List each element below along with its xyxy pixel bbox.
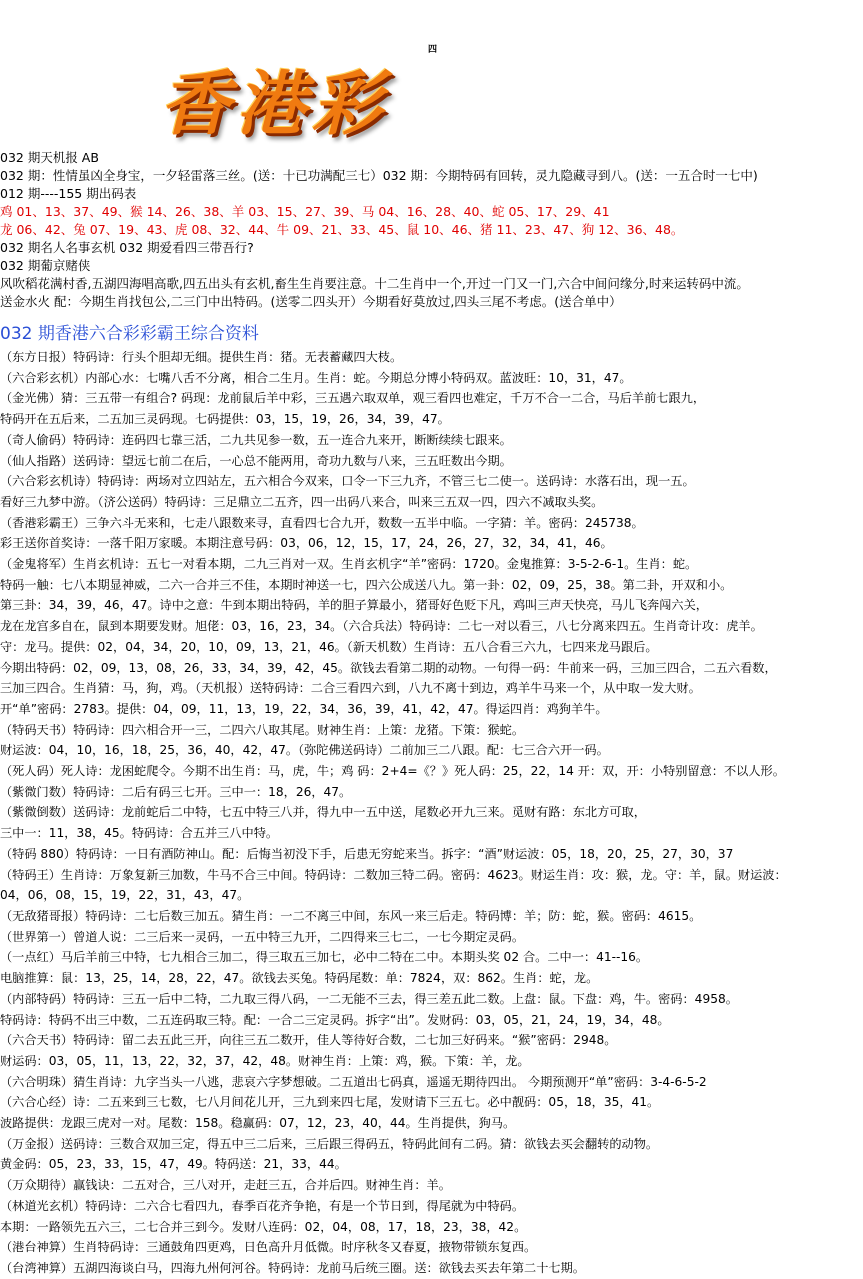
body-line: 三中一：11，38，45。特码诗：合五并三八中特。	[0, 826, 279, 841]
body-line: （特码 880）特码诗：一日有酒防神山。配：后悔当初没下手，后患无穷蛇来当。拆字：“酒”财运波：05，18，20，25，27，30，37	[0, 846, 734, 861]
body-line: （仙人指路）送码诗：望远七前二在后，一心总不能两用，奇功九数与八来，三五旺数出今期。	[0, 453, 512, 468]
body-line: 守：龙马。提供：02，04，34，20，10，09，13，21，46。（新天机数）生肖诗：五八合看三六九，七四来龙马跟后。	[0, 639, 658, 654]
body-line: 本期：一路领先五六三，二七合并三到今。发财八连码：02，04，08，17，18，23，38，42。	[0, 1219, 527, 1234]
banner-mark: 四	[428, 45, 438, 55]
body-line: （金鬼将军）生肖玄机诗：五七一对看本期，二九三肖对一双。生肖玄机字“羊”密码：1720。金鬼推算：3-5-2-6-1。生肖：蛇。	[0, 557, 698, 572]
intro-line: 032 期天机报 AB	[0, 150, 99, 165]
body-line: 财运码：03，05，11，13，22，32，37，42，48。财神生肖：上策：鸡，猴。下策：羊，龙。	[0, 1053, 530, 1068]
body-line: （林道光玄机）特码诗：二六合七看四九，春季百花齐争艳，有是一个节日到，得尾就为中特码。	[0, 1198, 525, 1213]
intro-line: 风吹稻花满村香,五湖四海唱高歌,四五出头有玄机,畜生生肖要注意。十二生肖中一个,开过一门又一门,六合中间问缘分,时来运转码中流。	[0, 276, 749, 291]
intro-line: 032 期葡京赌侠	[0, 258, 91, 273]
body-line: （死人码）死人诗：龙困蛇爬令。今期不出生肖：马，虎，牛；鸡 码：2+4=《？》死人码：25，22，14 开：双，开：小特别留意：不以人形。	[0, 764, 785, 779]
body-line: 彩王送你首奖诗：一落千阳万家暖。本期注意号码：03，06，12，15，17，24，26，27，32，34，41，46。	[0, 536, 613, 551]
intro-line: 送金水火 配：今期生肖找包公,二三门中出特码。(送零二四头开）今期看好莫放过,四头三尾不考虑。(送合单中）	[0, 294, 622, 309]
body-line: （六合心经）诗：二五来到三七数，七八月间花儿开，三九到来四七尾，发财请下三五七。必中靓码：05，18，35，41。	[0, 1095, 660, 1110]
body-line: 开“单”密码：2783。提供：04，09，11，13，19，22，34，36，39，41，42，47。得运四肖：鸡狗羊牛。	[0, 701, 608, 716]
body-line: （紫微门数）特码诗：二后有码三七开。三中一：18，26，47。	[0, 784, 352, 799]
section-heading: 032 期香港六合彩彩霸王综合资料	[0, 324, 259, 344]
intro-section	[0, 149, 860, 311]
body-line: （万众期待）赢钱诀：二五对合，三八对开，走赶三五，合并后四。财神生肖：羊。	[0, 1178, 451, 1193]
body-line: （东方日报）特码诗：行头个胆却无细。提供生肖：猪。无表蓄藏四大枝。	[0, 350, 403, 364]
body-line: （六合彩玄机诗）特码诗：两场对立四站左，五六相合今双来，口令一下三九齐，不管三七二使一。送码诗：水落石出，现一五。	[0, 474, 695, 489]
body-line: 特码开在五后来，二五加三灵码现。七码提供：03，15，19，26，34，39，47。	[0, 412, 450, 427]
body-line: （世界第一）曾道人说：二三后来一灵码，一五中特三九开，二四得来三七二，一七今期定灵码。	[0, 929, 525, 944]
body-line: （六合明珠）猜生肖诗：九字当头一八逃，悲哀六字梦想破。二五道出七码真，遥遥无期待四出。 今期预测开“单”密码：3-4-6-5-2	[0, 1074, 707, 1089]
banner-title: 香港彩	[160, 62, 388, 145]
body-line: （六合天书）特码诗：留二去五此三开，向往三五二数开，佳人等待好合数，二七加三好码来。“猴”密码：2948。	[0, 1033, 617, 1048]
body-line: （奇人偷码）特码诗：连码四七靠三活，二九共见参一数，五一连合九来开，断断续续七跟来。	[0, 432, 512, 447]
body-line: （紫微倒数）送码诗：龙前蛇后二中特，七五中特三八并，得九中一五中送，尾数必开九三来。觅财有路：东北方可取，	[0, 805, 646, 820]
body-line: 波路提供：龙跟三虎对一对。尾数：158。稳赢码：07，12，23，40，44。生肖提供，狗马。	[0, 1116, 516, 1131]
zodiac-number-line: 龙 06、42、兔 07、19、43、虎 08、32、44、牛 09、21、33、45、鼠 10、46、猪 11、23、47、狗 12、36、48。	[0, 222, 684, 237]
body-line: 特码一触：七八本期显神威，二六一合并三不佳，本期时神送一七，四六公成送八九。第一卦：02，09，25，38。第二卦，开双和小。	[0, 577, 733, 592]
body-line: （无敌猪哥报）特码诗：二七后数三加五。猜生肖：一二不离三中间，东风一来三后走。特码博：羊；防：蛇，猴。密码：4615。	[0, 908, 702, 923]
body-line: （六合彩玄机）内部心水：七嘴八舌不分离，相合二生月。生肖：蛇。今期总分博小特码双。蓝波旺：10，31，47。	[0, 370, 632, 385]
body-line: （内部特码）特码诗：三五一后中二特，二九取三得八码，一二无能不三去，得三差五此二数。上盘：鼠。下盘：鸡，牛。密码：4958。	[0, 991, 738, 1006]
body-line: （特码王）生肖诗：万象复新三加数，牛马不合三中间。特码诗：二数加三特二码。密码：4623。财运生肖：攻：猴，龙。守：羊，鼠。财运波：	[0, 867, 787, 882]
body-line: 第三卦：34，39，46，47。诗中之意：牛到本期出特码，羊的胆子算最小，猪哥好色贬下凡，鸡叫三声天快亮，马儿飞奔闯六关，	[0, 598, 708, 613]
body-line: （香港彩霸王）三争六斗无来和，七走八跟数来寻，直看四七合九开，数数一五半中临。一字猜：羊。密码：245738。	[0, 515, 644, 530]
body-line: 看好三九梦中游。（济公送码）特码诗：三足鼎立二五齐，四一出码八来合，叫来三五双一四，四六不减取头奖。	[0, 494, 604, 509]
body-line: 电脑推算：鼠：13，25，14，28，22，47。欲钱去买兔。特码尾数：单：7824，双：862。生肖：蛇，龙。	[0, 971, 599, 986]
body-line: （金光佛）猜：三五带一有组合? 码现：龙前鼠后羊中彩，三五遇六取双单，观三看四也难定，千万不合一二合，马后羊前七跟九，	[0, 391, 706, 406]
body-line: 今期出特码：02，09，13，08，26，33，34，39，42，45。欲钱去看第二期的动物。一句得一码：牛前来一码，三加三四合，二五六看数，	[0, 660, 777, 675]
body-line: （特码天书）特码诗：四六相合开一三，二四六八取其尾。财神生肖：上策：龙猪。下策：猴蛇。	[0, 722, 525, 737]
body-line: 三加三四合。生肖猜：马，狗，鸡。（天机报）送特码诗：二合三看四六到，八九不离十到边，鸡羊牛马来一个，从中取一发大财。	[0, 681, 701, 696]
body-line: 龙在龙宫多自在，鼠到本期要发财。旭佬：03，16，23，34。（六合兵法）特码诗：二七一对以看三，八七分离来四五。生肖奇计攻：虎羊。	[0, 619, 763, 634]
intro-line: 032 期：性情虽凶全身宝，一夕轻雷落三丝。(送：十已功满配三七）032 期：今期特码有回转，灵九隐藏寻到八。(送：一五合时一七中)	[0, 168, 758, 183]
body-line: （港台神算）生肖特码诗：三通鼓角四更鸡，日色高升月低微。时序秋冬又春夏，掖物带锁东复西。	[0, 1240, 537, 1255]
body-text	[0, 347, 862, 1279]
body-line: （台湾神算）五湖四海谈白马，四海九州何河谷。特码诗：龙前马后统三圈。送：欲钱去买去年第二十七期。	[0, 1260, 585, 1275]
intro-line: 032 期名人名事玄机 032 期爱看四三带吾行?	[0, 240, 254, 255]
body-line: 04，06，08，15，19，22，31，43，47。	[0, 888, 250, 903]
body-line: （万金报）送码诗：三数合双加三定，得五中三二后来，三后跟三得码五，特码此间有二码。猜：欲钱去买会翻转的动物。	[0, 1136, 659, 1151]
body-line: 特码诗：特码不出三中数，二五连码取三特。配：一合二三定灵码。拆字“出”。发财码：03，05，21，24，19，34，48。	[0, 1012, 670, 1027]
body-line: 财运波：04，10，16，18，25，36，40，42，47。（弥陀佛送码诗）二前加三二八跟。配：七三合六开一码。	[0, 743, 609, 758]
intro-line: 012 期----155 期出码表	[0, 186, 137, 201]
body-line: （一点红）马后羊前三中特，七九相合三加二，得三取五三加七，必中二特在二中。本期头奖 02 合。二中一：41--16。	[0, 950, 649, 965]
zodiac-number-line: 鸡 01、13、37、49、猴 14、26、38、羊 03、15、27、39、马 04、16、28、40、蛇 05、17、29、41	[0, 204, 610, 219]
body-line: 黄金码：05，23，33，15，47，49。特码送：21，33，44。	[0, 1157, 347, 1172]
title-banner	[150, 40, 530, 145]
